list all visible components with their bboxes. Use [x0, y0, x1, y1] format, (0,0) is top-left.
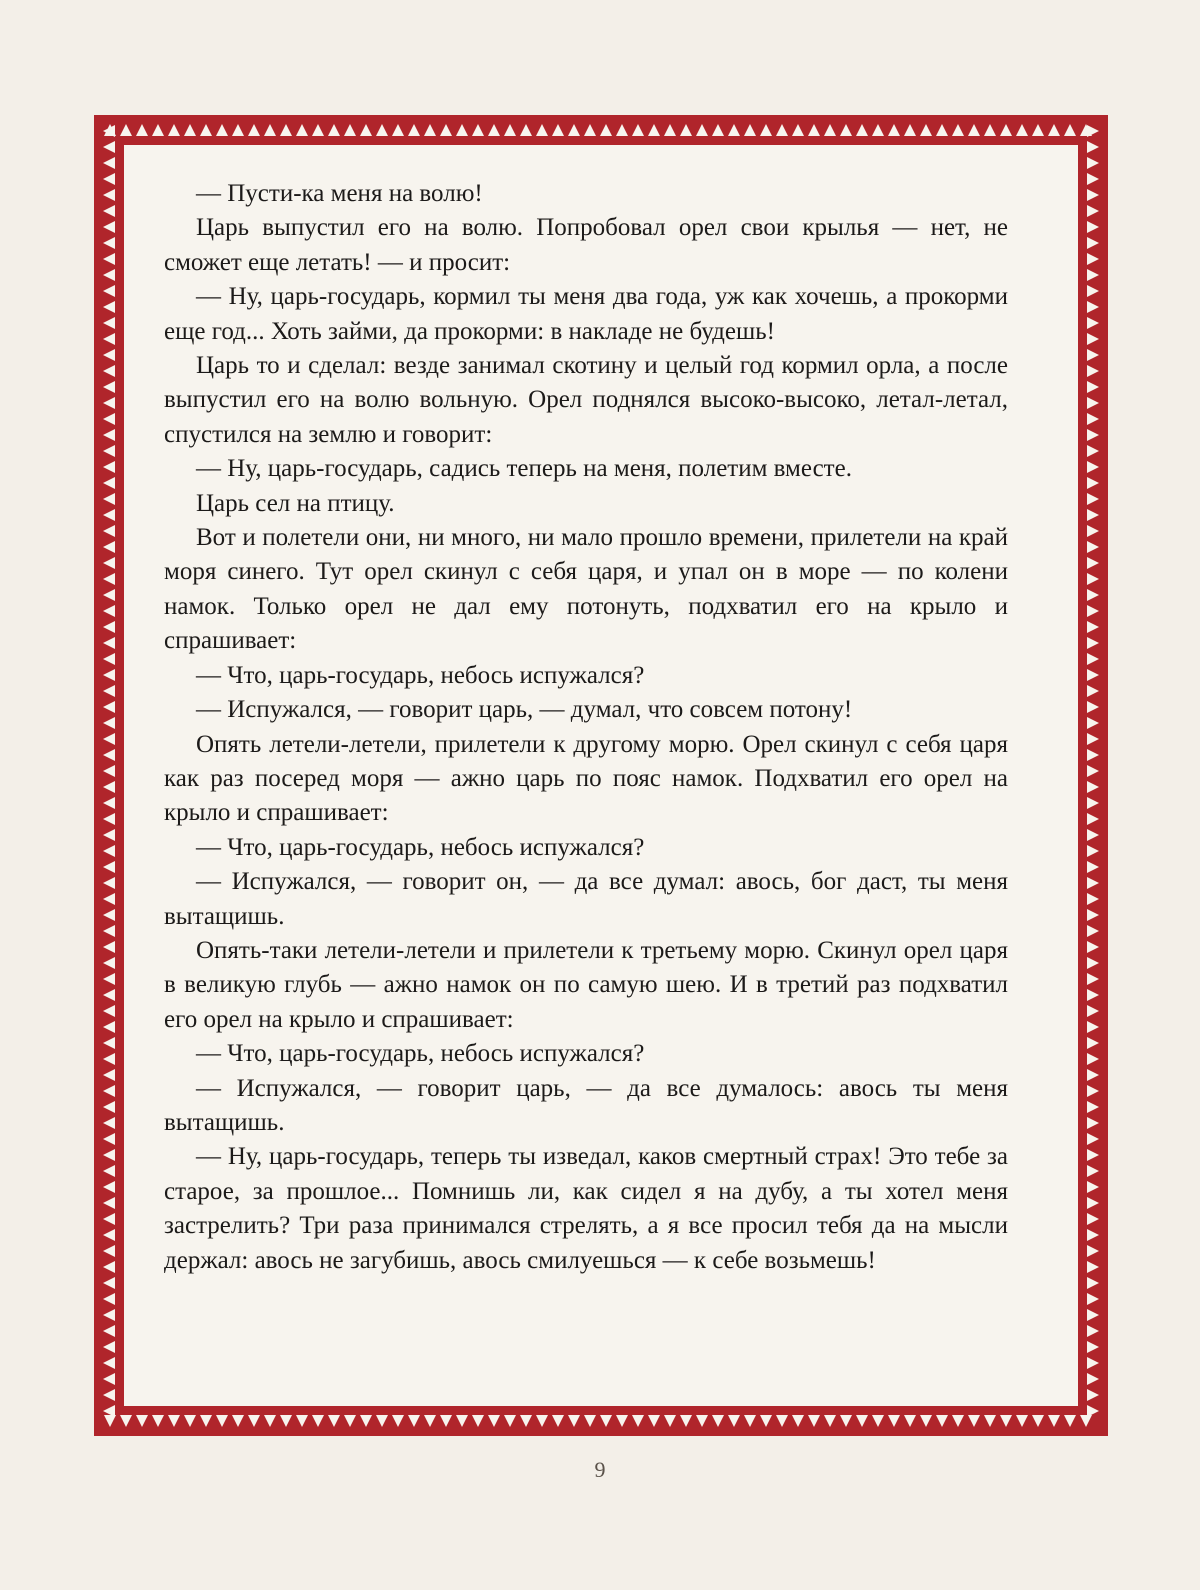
paragraph: Царь то и сделал: везде занимал скотину и целый год кормил орла, а после выпустил его на волю вольную. Орел поднялся высоко-высоко, летал-летал, спустился на землю и говорит:	[164, 352, 1008, 448]
paragraph: — Ну, царь-государь, кормил ты меня два года, уж как хочешь, а прокорми еще год... Хоть займи, да прокорми: в накладе не будешь!	[164, 283, 1008, 345]
paragraph: — Что, царь-государь, небось испужался?	[196, 833, 645, 861]
page-number: 9	[594, 1457, 606, 1482]
paragraph: — Ну, царь-государь, садись теперь на меня, полетим вместе.	[196, 455, 852, 483]
paragraph: — Что, царь-государь, небось испужался?	[196, 661, 645, 689]
paragraph: — Пусти-ка меня на волю!	[196, 180, 483, 207]
ornament-top	[102, 123, 1100, 137]
paragraph: Царь сел на птицу.	[196, 489, 395, 517]
paragraph: Опять-таки летели-летели и прилетели к третьему морю. Скинул орел царя в великую глубь — ажно намок он по самую шею. И в третий раз подхватил его орел на крыло и спрашивает:	[164, 936, 1008, 1033]
paragraph: Опять летели-летели, прилетели к другому морю. Орел скинул с себя царя как раз посеред моря — ажно царь по пояс намок. Подхватил его орел на крыло и спрашивает:	[164, 730, 1008, 827]
paragraph: — Ну, царь-государь, теперь ты изведал, каков смертный страх! Это тебе за старое, за прошлое... Помнишь ли, как сидел я на дубу, а ты хотел меня застрелить? Три раза принимался стрелять, а я все просил тебя да на мысли держал: авось не загубишь, авось смилуешься — к себе возьмешь!	[164, 1143, 1008, 1274]
story-text	[164, 177, 1008, 1278]
ornament-right	[1086, 123, 1100, 1428]
paragraph: — Испужался, — говорит царь, — думал, что совсем потону!	[196, 696, 853, 724]
paragraph: Вот и полетели они, ни много, ни мало прошло времени, прилетели на край моря синего. Тут орел скинул с себя царя, и упал он в море — по колени намок. Только орел не дал ему потонуть, подхватил его на крыло и спрашивает:	[164, 524, 1008, 655]
paragraph: Царь выпустил его на волю. Попробовал орел свои крылья — нет, не сможет еще летать! — и просит:	[164, 214, 1008, 276]
paragraph: — Испужался, — говорит царь, — да все думалось: авось ты меня вытащишь.	[164, 1074, 1008, 1136]
ornament-left	[102, 123, 116, 1428]
ornament-bottom	[102, 1414, 1100, 1428]
paragraph: — Что, царь-государь, небось испужался?	[196, 1040, 645, 1068]
paragraph: — Испужался, — говорит он, — да все думал: авось, бог даст, ты меня вытащишь.	[164, 868, 1008, 930]
